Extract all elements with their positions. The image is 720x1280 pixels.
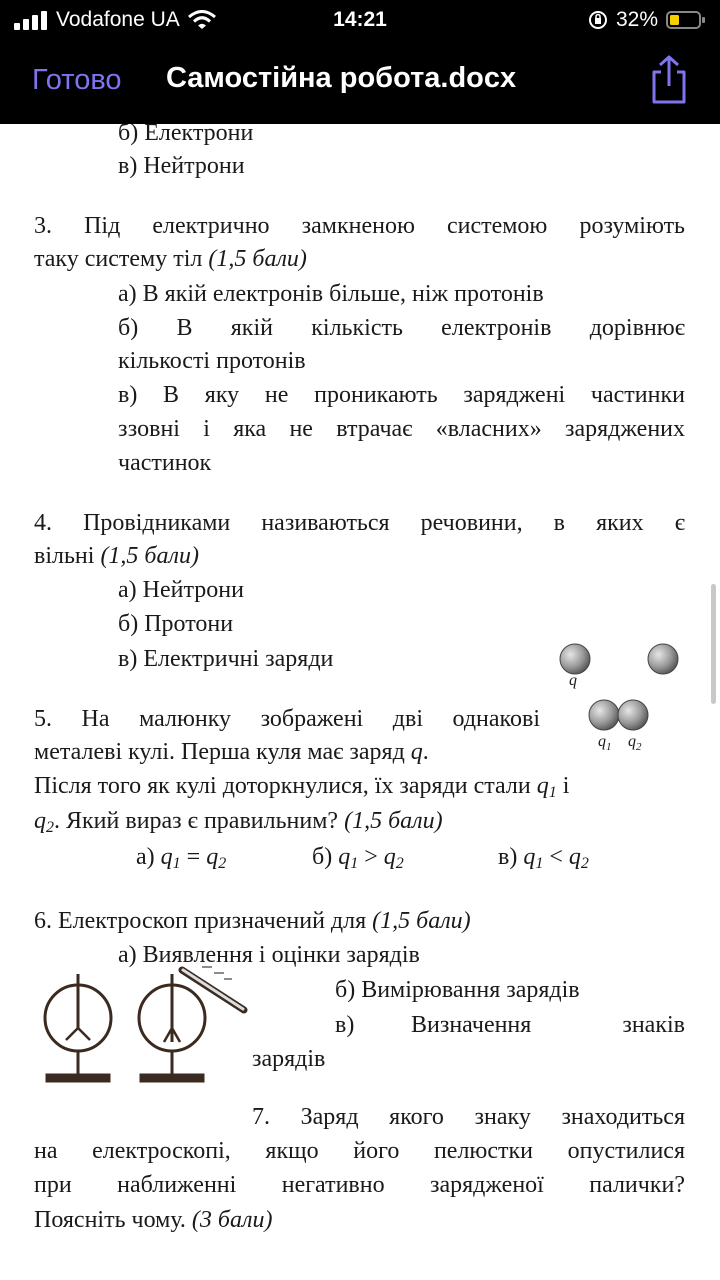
q6-points: (1,5 бали) bbox=[372, 908, 471, 934]
document-title: Самостійна робота.docx bbox=[166, 62, 517, 94]
q4-question-line1: 4. Провідниками називаються речовини, в яких є bbox=[34, 510, 685, 536]
q5-option-v: в) $q_1 < q_2$ bbox=[498, 844, 589, 872]
q2-option-b: б) Електрони bbox=[118, 124, 254, 146]
q3-option-b-line1: б) В якій кількість електронів дорівнює bbox=[118, 315, 685, 341]
q6-option-b: б) Вимірювання зарядів bbox=[335, 977, 580, 1003]
scroll-indicator[interactable] bbox=[711, 584, 716, 704]
battery-percent: 32% bbox=[615, 8, 658, 31]
q6-option-a: а) Виявлення і оцінки зарядів bbox=[118, 942, 420, 968]
q3-option-v-line1: в) В яку не проникають заряджені частинки bbox=[118, 382, 685, 408]
q7-question-line1: 7. Заряд якого знаку знаходиться bbox=[252, 1104, 685, 1130]
nav-bar bbox=[0, 40, 720, 124]
ball-icon bbox=[589, 700, 619, 730]
status-bar bbox=[0, 0, 720, 40]
document-viewer[interactable] bbox=[0, 124, 720, 1280]
ball-icon bbox=[560, 644, 590, 674]
q4-points: (1,5 бали) bbox=[100, 543, 199, 569]
q5-points: (1,5 бали) bbox=[344, 808, 443, 834]
q4-option-v: в) Електричні заряди bbox=[118, 646, 334, 672]
q7-points: (3 бали) bbox=[191, 1207, 273, 1233]
rotation-lock-icon bbox=[588, 10, 608, 30]
q6-question-line1: 6. Електроскоп призначений для (1,5 бали) bbox=[34, 908, 471, 934]
q4-question-line2: вільні (1,5 бали) bbox=[34, 543, 199, 569]
q5-question-line2: металеві кулі. Перша куля має заряд q. bbox=[34, 739, 429, 765]
q7-question-line2: на електроскопі, якщо його пелюстки опустилися bbox=[34, 1138, 685, 1164]
q3-question-line1: 3. Під електрично замкненою системою розуміють bbox=[34, 213, 685, 239]
charged-rod-icon bbox=[182, 966, 244, 1010]
q5-option-b: б) $q_1 > q_2$ bbox=[312, 844, 404, 872]
q2-option-v: в) Нейтрони bbox=[118, 153, 245, 179]
q5-question-line4: $q_2$. Який вираз є правильним? (1,5 бали) bbox=[34, 808, 443, 836]
electroscope-icon bbox=[45, 974, 111, 1082]
q7-question-line4: Поясніть чому. (3 бали) bbox=[34, 1207, 273, 1233]
carrier-name: Vodafone UA bbox=[56, 8, 180, 31]
q5-question-line3: Після того як кулі доторкнулися, їх заряди стали $q_1$ і bbox=[34, 773, 570, 801]
battery-icon bbox=[666, 10, 706, 30]
electroscope-icon bbox=[139, 974, 205, 1082]
q6-option-v-line1: в) Визначення знаків bbox=[335, 1012, 685, 1038]
ball-icon bbox=[648, 644, 678, 674]
q3-option-a: а) В якій електронів більше, ніж протонів bbox=[118, 281, 544, 307]
two-balls-figure bbox=[552, 638, 692, 758]
clock: 14:21 bbox=[333, 8, 387, 31]
q4-option-a: а) Нейтрони bbox=[118, 577, 244, 603]
q3-option-v-line2: ззовні і яка не втрачає «власних» заряджених bbox=[118, 416, 685, 442]
q3-option-b-line2: кількості протонів bbox=[118, 348, 306, 374]
q6-option-v-line2: зарядів bbox=[252, 1046, 326, 1072]
q4-option-b: б) Протони bbox=[118, 611, 234, 637]
q5-question-line1: 5. На малюнку зображені дві однакові bbox=[34, 706, 540, 732]
share-icon[interactable] bbox=[648, 54, 690, 106]
figure-label-q: q bbox=[569, 672, 577, 689]
electroscope-figure bbox=[36, 966, 250, 1102]
figure-label-q2: $q_2$ bbox=[628, 733, 642, 753]
ball-icon bbox=[618, 700, 648, 730]
q3-question-line2: таку систему тіл (1,5 бали) bbox=[34, 246, 307, 272]
figure-label-q1: $q_1$ bbox=[598, 733, 612, 753]
q7-question-line3: при наближенні негативно зарядженої палички? bbox=[34, 1172, 685, 1198]
q3-option-v-line3: частинок bbox=[118, 450, 212, 476]
q3-points: (1,5 бали) bbox=[208, 246, 307, 272]
done-button[interactable]: Готово bbox=[32, 64, 122, 96]
q5-option-a: а) $q_1 = q_2$ bbox=[136, 844, 227, 872]
